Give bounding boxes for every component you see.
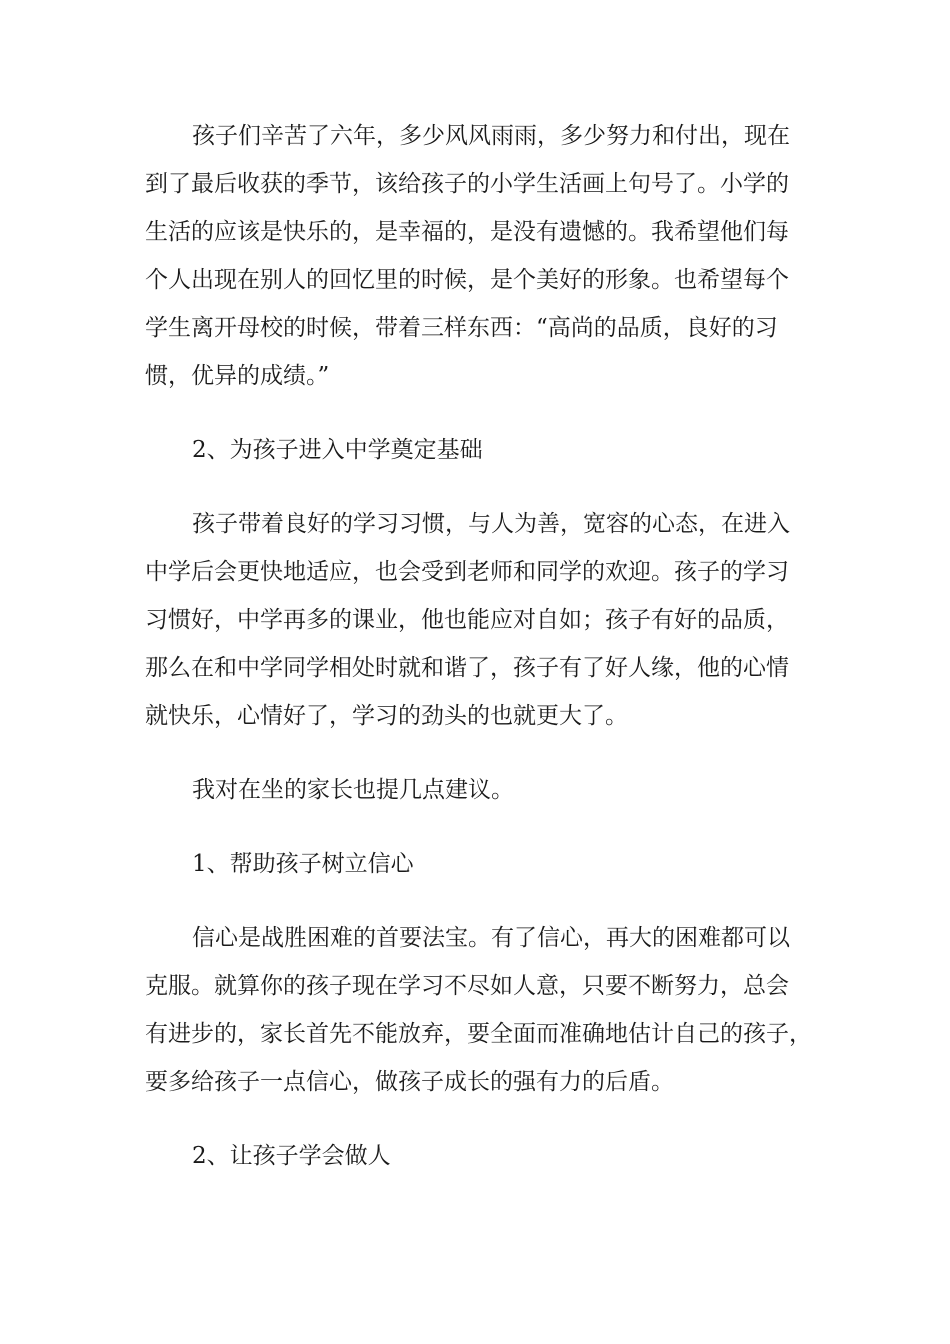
text-line: 要多给孩子一点信心，做孩子成长的强有力的后盾。 bbox=[145, 1069, 674, 1095]
paragraph-suggestions-intro: 我对在坐的家长也提几点建议。 bbox=[192, 777, 514, 803]
text-line: 那么在和中学同学相处时就和谐了，孩子有了好人缘，他的心情 bbox=[145, 655, 789, 681]
section-heading-confidence: 1、帮助孩子树立信心 bbox=[192, 851, 414, 877]
paragraph-confidence bbox=[145, 914, 812, 1106]
section-heading-middle-school: 2、为孩子进入中学奠定基础 bbox=[192, 437, 483, 463]
text-line: 中学后会更快地适应，也会受到老师和同学的欢迎。孩子的学习 bbox=[145, 559, 789, 585]
text-line: 惯，优异的成绩。” bbox=[145, 363, 330, 389]
document-body bbox=[145, 112, 812, 1206]
text-line: 信心是战胜困难的首要法宝。有了信心，再大的困难都可以 bbox=[192, 925, 790, 951]
text-line: 孩子带着良好的学习习惯，与人为善，宽容的心态，在进入 bbox=[192, 511, 790, 537]
text-line: 个人出现在别人的回忆里的时候，是个美好的形象。也希望每个 bbox=[145, 267, 789, 293]
paragraph-graduation bbox=[145, 112, 809, 400]
text-line: 习惯好，中学再多的课业，他也能应对自如；孩子有好的品质， bbox=[145, 607, 789, 633]
text-line: 有进步的，家长首先不能放弃，要全面而准确地估计自己的孩子， bbox=[145, 1021, 812, 1047]
text-line: 克服。就算你的孩子现在学习不尽如人意，只要不断努力，总会 bbox=[145, 973, 789, 999]
section-heading-character: 2、让孩子学会做人 bbox=[192, 1143, 391, 1169]
text-line: 到了最后收获的季节，该给孩子的小学生活画上句号了。小学的 bbox=[145, 171, 789, 197]
text-line: 生活的应该是快乐的，是幸福的，是没有遗憾的。我希望他们每 bbox=[145, 219, 789, 245]
text-line: 就快乐，心情好了，学习的劲头的也就更大了。 bbox=[145, 703, 628, 729]
text-line: 孩子们辛苦了六年，多少风风雨雨，多少努力和付出，现在 bbox=[192, 123, 790, 149]
text-line: 学生离开母校的时候，带着三样东西：“高尚的品质，良好的习 bbox=[145, 315, 778, 341]
paragraph-middle-school bbox=[145, 500, 809, 740]
